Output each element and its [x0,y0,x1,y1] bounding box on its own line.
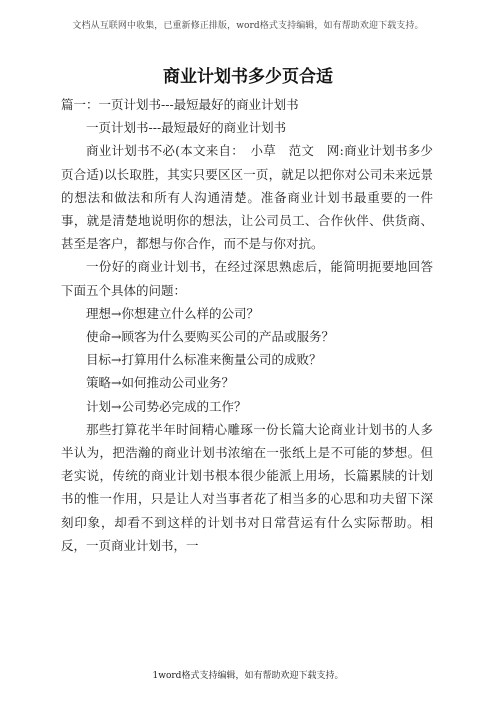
paragraph: 篇一：一页计划书---最短最好的商业计划书 [61,97,299,112]
paragraph: 一页计划书---最短最好的商业计划书 [86,120,287,136]
list-item: 使命→顾客为什么要购买公司的产品或服务？ [86,329,334,345]
list-item: 目标→打算用什么标准来衡量公司的成败？ [86,352,322,368]
list-item: 计划→公司势必完成的工作？ [86,398,247,414]
paragraph: 一份好的商业计划书，在经过深思熟虑后，能简明扼要地回答下面五个具体的问题： [61,259,433,298]
list-item: 理想→你想建立什么样的公司？ [86,305,259,321]
paragraph: 商业计划书不必(本文来自： 小草 范文 网:商业计划书多少页合适)以长取胜，其实只要区区一页，就足以把你对公司未来远景的想法和做法和所有人沟通清楚。准备商业计划书最重要的一件事，就是清楚地说明你的想法，让公司员工、合作伙伴、供货商、甚至是客户，都想与你合作，而不是与你对抗。 [61,143,433,252]
paragraph: 那些打算花半年时间精心雕琢一份长篇大论商业计划书的人多半认为，把浩瀚的商业计划书浓缩在一张纸上是不可能的梦想。但老实说，传统的商业计划书根本很少能派上用场，长篇累牍的计划书的惟一作用，只是让人对当事者花了相当多的心思和功夫留下深刻印象，却看不到这样的计划书对日常营运有什么实际帮助。相反，一页商业计划书，一 [61,421,433,553]
page-header-note: 文档从互联网中收集，已重新修正排版，word格式支持编辑，如有帮助欢迎下载支持。 [72,21,424,31]
document-body [61,93,433,557]
page-footer-note: 1word格式支持编辑，如有帮助欢迎下载支持。 [152,671,344,681]
list-item: 策略→如何推动公司业务？ [86,375,234,391]
document-title: 商业计划书多少页合适 [163,67,333,87]
